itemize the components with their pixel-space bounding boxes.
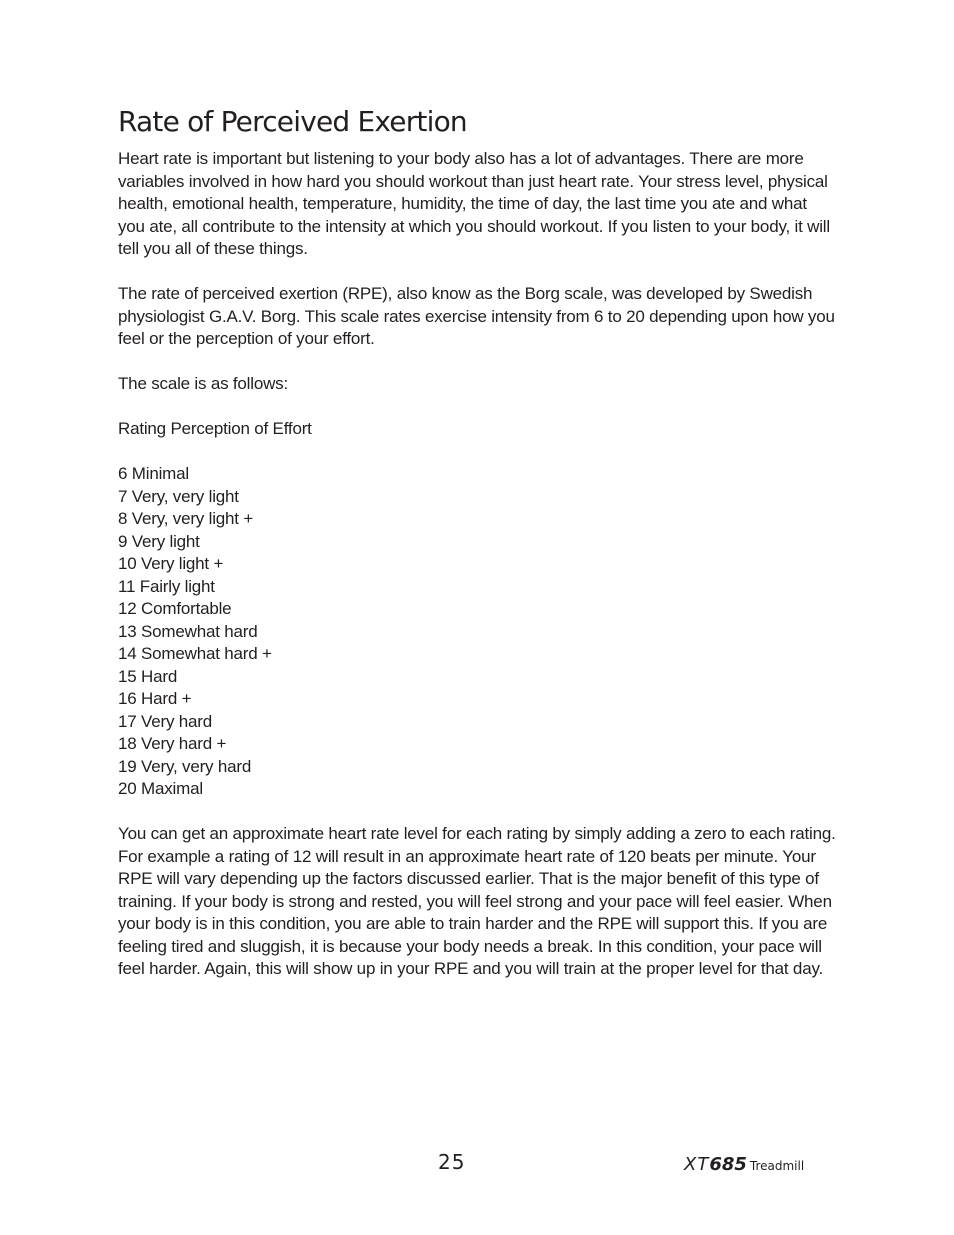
scale-header: Rating Perception of Effort [118, 419, 312, 438]
scale-item: 9 Very light [118, 531, 200, 551]
scale-item: 17 Very hard [118, 711, 212, 731]
scale-item: 16 Hard + [118, 689, 192, 708]
scale-item: 11 Fairly light [118, 576, 215, 596]
brand-xt: XT [684, 1154, 710, 1175]
intro-paragraph: Heart rate is important but listening to your body also has a lot of advantages. There are more variables involved in how hard you should workout than just heart rate. Your stress level, physical health, emotional health, temperature, humidity, the time of day, the last time you ate and what you ate, all contribute to the intensity at which you should workout. If you listen to your body, it will tell you all of these things. [118, 149, 830, 258]
borg-paragraph: The rate of perceived exertion (RPE), also know as the Borg scale, was developed by Swedish physiologist G.A.V. Borg. This scale rates exercise intensity from 6 to 20 depending upon how you feel or the perception of your effort. [118, 284, 835, 348]
scale-item: 20 Maximal [118, 779, 203, 798]
scale-item: 13 Somewhat hard [118, 621, 258, 641]
spacer [118, 441, 838, 464]
brand-model: 685 [709, 1154, 747, 1175]
brand-word: Treadmill [749, 1159, 805, 1173]
spacer [118, 396, 838, 419]
brand-logo [684, 1154, 804, 1175]
scale-item: 18 Very hard + [118, 734, 227, 753]
scale-item: 15 Hard [118, 666, 178, 686]
spacer [118, 801, 838, 824]
spacer [118, 351, 838, 374]
rpe-scale-list [118, 463, 838, 801]
scale-item: 19 Very, very hard [118, 756, 252, 776]
page-content [118, 104, 838, 981]
scale-item: 6 Minimal [118, 464, 189, 483]
scale-item: 12 Comfortable [118, 599, 232, 618]
scale-item: 8 Very, very light + [118, 509, 254, 528]
page-number: 25 [438, 1150, 466, 1174]
page-title: Rate of Perceived Exertion [118, 105, 467, 138]
scale-intro: The scale is as follows: [118, 374, 288, 393]
closing-paragraph: You can get an approximate heart rate level for each rating by simply adding a zero to each rating. For example a rating of 12 will result in an approximate heart rate of 120 beats per minute. Your RPE will vary depending up the factors discussed earlier. That is the major benefit of this type of training. If your body is strong and rested, you will feel strong and your pace will feel easier. When your body is in this condition, you are able to train harder and the RPE will support this. If you are feeling tired and sluggish, it is because your body needs a break. In this condition, your pace will feel harder. Again, this will show up in your RPE and you will train at the proper level for that day. [118, 824, 836, 978]
scale-item: 7 Very, very light [118, 486, 239, 506]
scale-item: 14 Somewhat hard + [118, 644, 272, 663]
scale-item: 10 Very light + [118, 554, 224, 573]
spacer [118, 261, 838, 284]
